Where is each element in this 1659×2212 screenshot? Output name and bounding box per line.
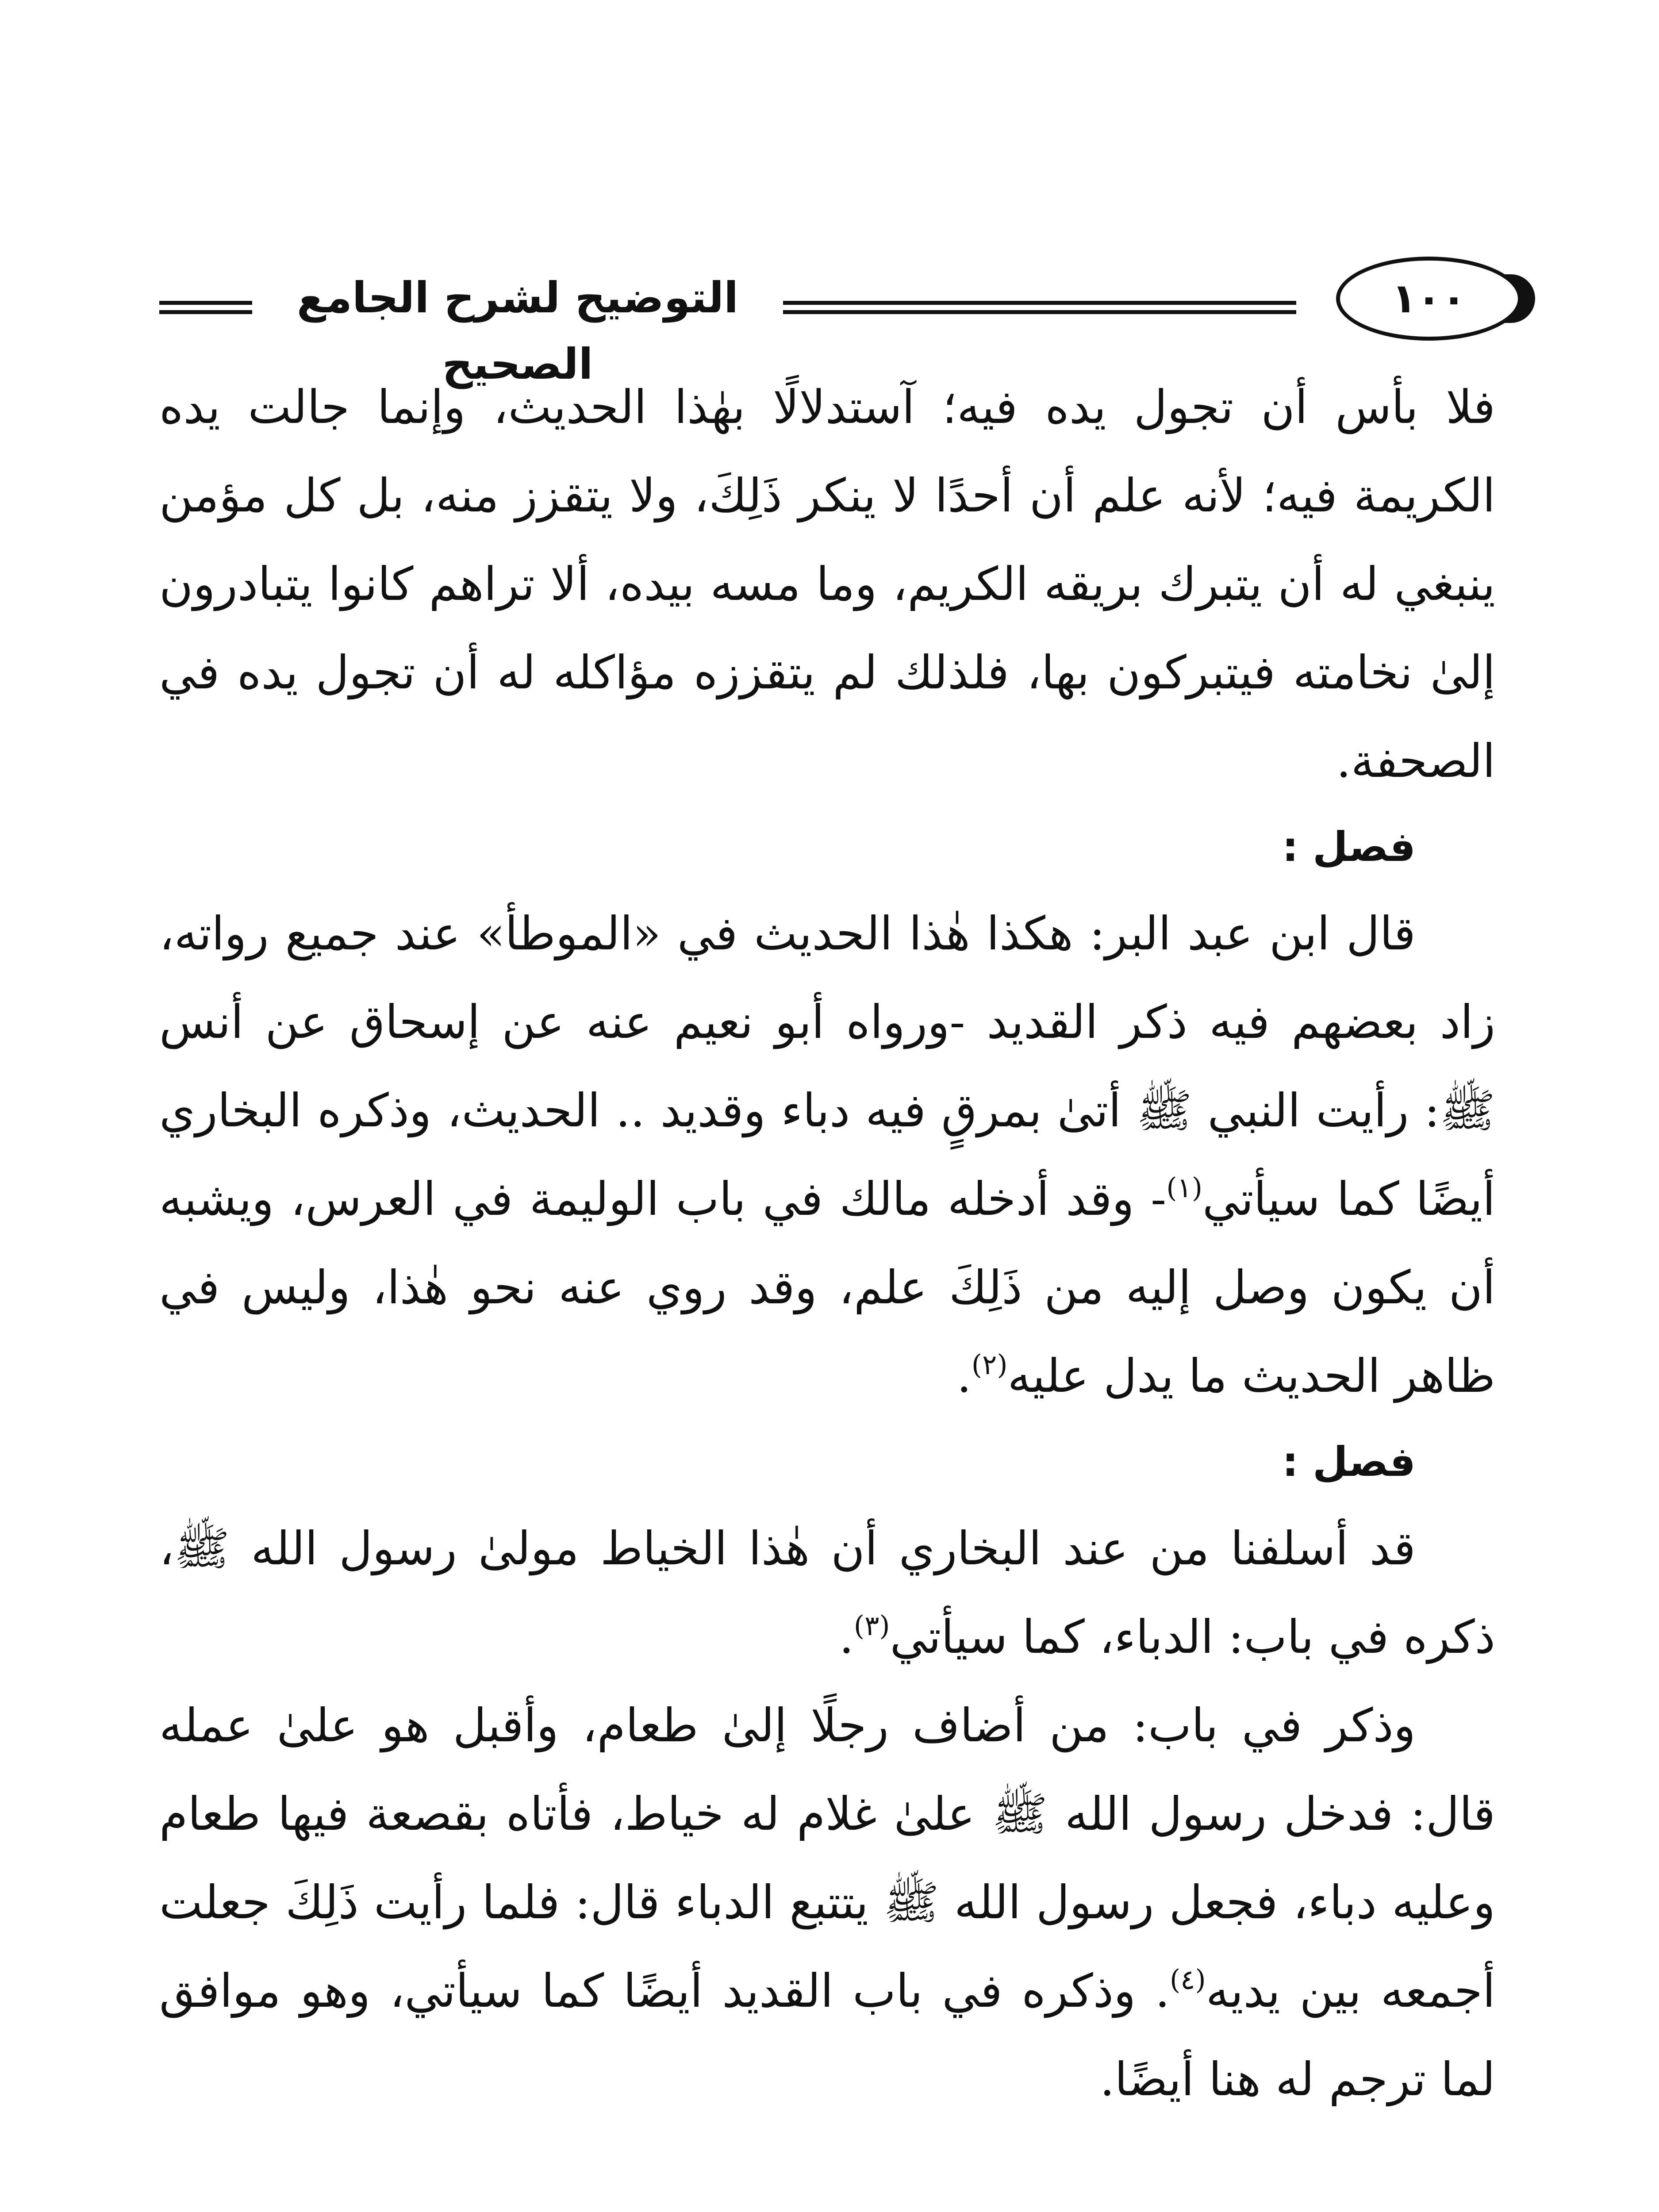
paragraph-2-part-a: قال ابن عبد البر: هكذا هٰذا الحديث في «الموطأ» عند جميع رواته، زاد بعضهم فيه ذكر القديد -ورواه أبو نعيم عنه عن إسحاق عن أنس ﷺ: رأيت النبي ﷺ أتىٰ بمرقٍ فيه دباء وقديد .. الحديث، وذكره البخاري أيضًا كما سيأتي	[159, 906, 1495, 1226]
main-text	[159, 363, 1495, 2124]
paragraph-2-part-b: - وقد أدخله مالك في باب الوليمة في العرس، ويشبه أن يكون وصل إليه من ذَلِكَ علم، وقد روي عنه نحو هٰذا، وليس في ظاهر الحديث ما يدل عليه	[159, 1172, 1495, 1403]
paragraph-3	[159, 1504, 1495, 1681]
footnote-ref-1[interactable]: (١)	[1166, 1171, 1203, 1204]
section-heading-2: فصل :	[1282, 1438, 1416, 1486]
page-number: ١٠٠	[1336, 257, 1522, 341]
paragraph-4-part-a: وذكر في باب: من أضاف رجلًا إلىٰ طعام، وأقبل هو علىٰ عمله قال: فدخل رسول الله ﷺ علىٰ غلام له خياط، فأتاه بقصعة فيها طعام وعليه دباء، فجعل رسول الله ﷺ يتتبع الدباء قال: فلما رأيت ذَلِكَ جعلت أجمعه بين يديه	[159, 1698, 1495, 2018]
running-header	[159, 248, 1500, 389]
section-heading-1: فصل :	[1282, 823, 1416, 871]
paragraph-2-part-c: .	[956, 1349, 972, 1403]
header-title: التوضيح لشرح الجامع الصحيح	[296, 273, 739, 389]
footnote-ref-4[interactable]: (٤)	[1170, 1963, 1206, 1996]
footnote-ref-3[interactable]: (٣)	[853, 1609, 890, 1642]
paragraph-4-part-b: . وذكره في باب القديد أيضًا كما سيأتي، وهو موافق لما ترجم له هنا أيضًا.	[159, 1964, 1495, 2106]
paragraph-1: فلا بأس أن تجول يده فيه؛ آستدلالًا بهٰذا الحديث، وإنما جالت يده الكريمة فيه؛ لأنه علم أن أحدًا لا ينكر ذَلِكَ، ولا يتقزز منه، بل كل مؤمن ينبغي له أن يتبرك بريقه الكريم، وما مسه بيده، ألا تراهم كانوا يتبادرون إلىٰ نخامته فيتبركون بها، فلذلك لم يتقززه مؤاكله له أن تجول يده في الصحفة.	[159, 380, 1495, 788]
paragraph-3-part-a: قد أسلفنا من عند البخاري أن هٰذا الخياط مولىٰ رسول الله ﷺ، ذكره في باب: الدباء، كما سيأتي	[159, 1521, 1495, 1664]
header-rule-middle	[783, 301, 1296, 319]
header-rule-left	[159, 301, 252, 319]
paragraph-2	[159, 889, 1495, 1420]
paragraph-4	[159, 1681, 1495, 2124]
paragraph-3-part-b: .	[839, 1610, 854, 1664]
footnote-ref-2[interactable]: (٢)	[971, 1348, 1008, 1381]
